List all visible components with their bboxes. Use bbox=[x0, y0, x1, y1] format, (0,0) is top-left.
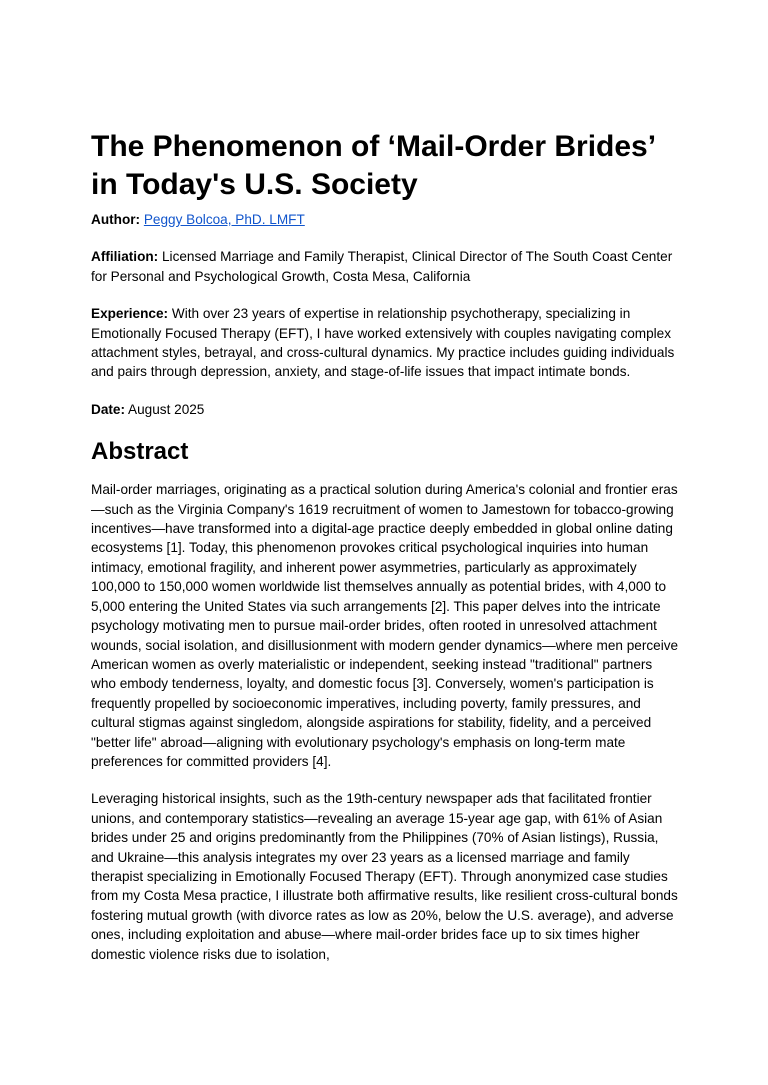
author-line bbox=[91, 210, 679, 229]
document-title bbox=[91, 128, 679, 204]
experience-line bbox=[91, 304, 679, 382]
date-text: August 2025 bbox=[128, 401, 205, 417]
title-line-1: The Phenomenon of ‘Mail-Order Brides’ bbox=[91, 130, 657, 163]
affiliation-text: Licensed Marriage and Family Therapist, Clinical Director of The South Coast Center for Personal and Psychological Growth, Costa Mesa, California bbox=[91, 249, 673, 284]
affiliation-label: Affiliation: bbox=[91, 249, 159, 265]
date-line bbox=[91, 400, 679, 419]
title-line-2: in Today's U.S. Society bbox=[91, 168, 418, 201]
experience-text: With over 23 years of expertise in relationship psychotherapy, specializing in Emotionally Focused Therapy (EFT), I have worked extensively with couples navigating complex attachment styles, betrayal, and cross-cultural dynamics. My practice includes guiding individuals and pairs through depression, anxiety, and stage-of-life issues that impact intimate bonds. bbox=[91, 306, 675, 380]
author-label: Author: bbox=[91, 212, 141, 227]
date-label: Date: bbox=[91, 401, 125, 417]
abstract-paragraph-1: Mail-order marriages, originating as a practical solution during America's colonial and frontier eras—such as the Virginia Company's 1619 recruitment of women to Jamestown for tobacco-growing incentives—have transformed into a digital-age practice deeply embedded in global online dating ecosystems [1]. Today, this phenomenon provokes critical psychological inquiries into human intimacy, emotional fragility, and inherent power asymmetries, particularly as approximately 100,000 to 150,000 women worldwide list themselves annually as potential brides, with 4,000 to 5,000 entering the United States via such arrangements [2]. This paper delves into the intricate psychology motivating men to pursue mail-order brides, often rooted in unresolved attachment wounds, social isolation, and disillusionment with modern gender dynamics—where men perceive American women as overly materialistic or independent, seeking instead "traditional" partners who embody tenderness, loyalty, and domestic focus [3]. Conversely, women's participation is frequently propelled by socioeconomic imperatives, including poverty, family pressures, and cultural stigmas against singledom, alongside aspirations for stability, fidelity, and a perceived "better life" abroad—aligning with evolutionary psychology's emphasis on long-term mate preferences for committed providers [4]. bbox=[91, 482, 679, 769]
affiliation-line bbox=[91, 247, 679, 286]
experience-label: Experience: bbox=[91, 306, 169, 322]
abstract-heading: Abstract bbox=[91, 438, 189, 466]
abstract-paragraph-2: Leveraging historical insights, such as the 19th-century newspaper ads that facilitated frontier unions, and contemporary statistics—revealing an average 15-year age gap, with 61% of Asian brides under 25 and origins predominantly from the Philippines (70% of Asian listings), Russia, and Ukraine—this analysis integrates my over 23 years as a licensed marriage and family therapist specializing in Emotionally Focused Therapy (EFT). Through anonymized case studies from my Costa Mesa practice, I illustrate both affirmative results, like resilient cross-cultural bonds fostering mutual growth (with divorce rates as low as 20%, below the U.S. average), and adverse ones, including exploitation and abuse—where mail-order brides face up to six times higher domestic violence risks due to isolation, bbox=[91, 791, 678, 962]
author-link[interactable]: Peggy Bolcoa, PhD. LMFT bbox=[143, 212, 305, 227]
